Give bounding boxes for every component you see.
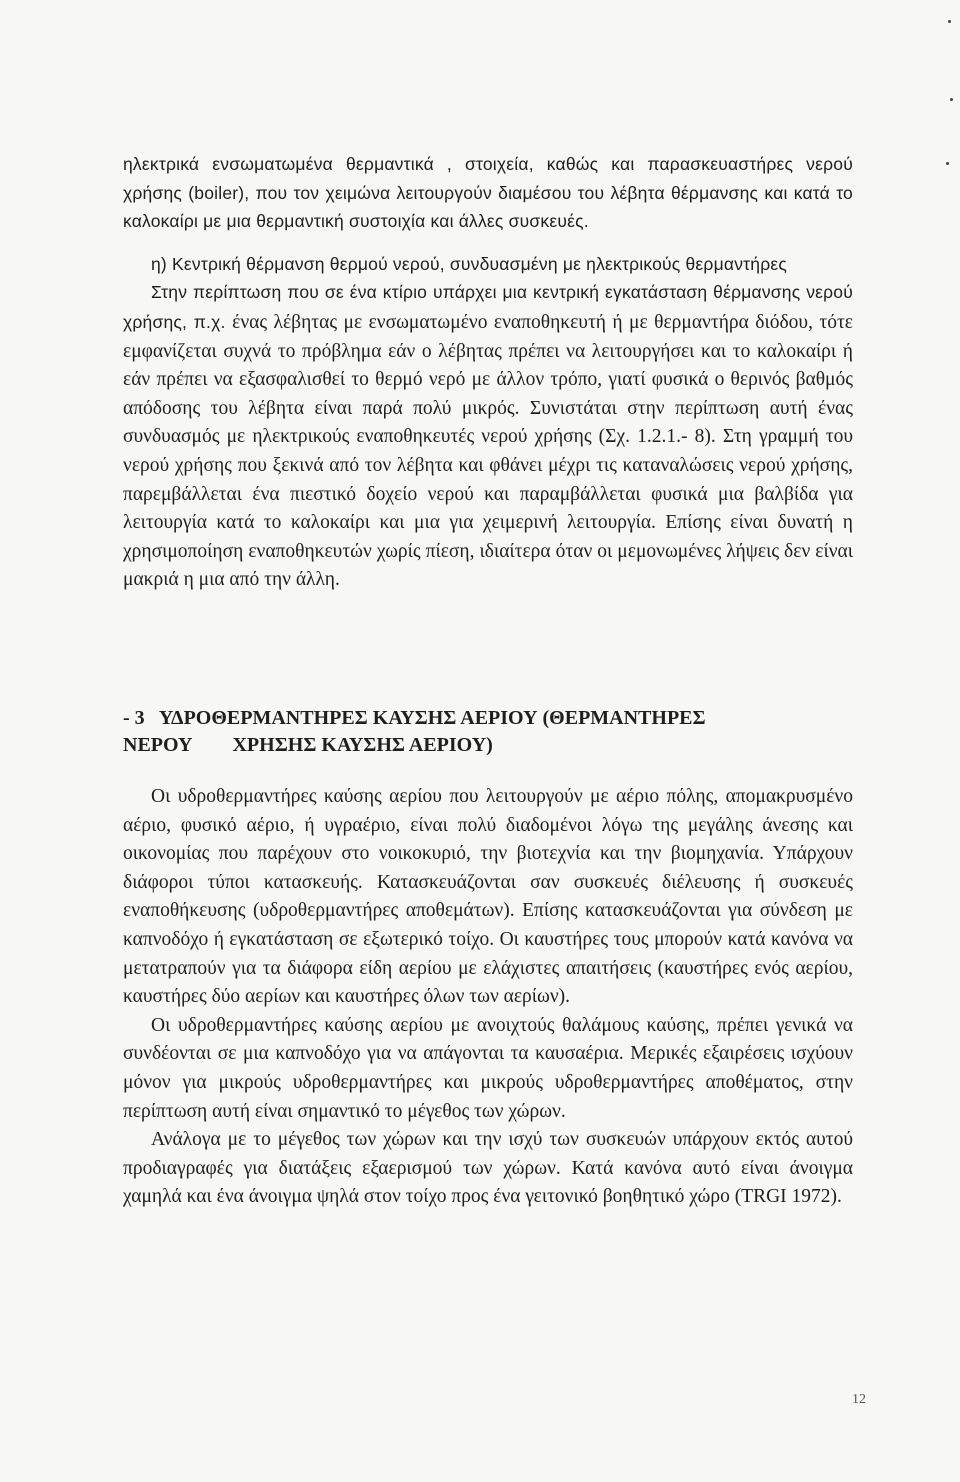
paragraph-flue: Οι υδροθερμαντήρες καύσης αερίου με ανοιχτούς θαλάμους καύσης, πρέπει γενικά να συνδέονται σε μια καπνοδόχο για να απάγονται τα καυσαέρια. Μερικές εξαιρέσεις ισχύουν μόνον για μικρούς υδροθερμαντήρες και μικρούς υδροθερμαντήρες αποθέματος, στην περίπτωση αυτή είναι σημαντικό το μέγεθος των χώρων.	[123, 1014, 853, 1122]
section-heading-line-1: - 3 ΥΔΡΟΘΕΡΜΑΝΤΗΡΕΣ ΚΑΥΣΗΣ ΑΕΡΙΟΥ (ΘΕΡΜΑΝΤΗΡΕΣ	[123, 707, 706, 729]
section-eta-title: η) Κεντρική θέρμανση θερμού νερού, συνδυασμένη με ηλεκτρικούς θερμαντήρες	[151, 253, 787, 274]
paragraph-ventilation: Ανάλογα με το μέγεθος των χώρων και την ισχύ των συσκευών υπάρχουν εκτός αυτού προδιαγραφές για διατάξεις εξαερισμού των χώρων. Κατά κανόνα αυτό είναι άνοιγμα χαμηλά και ένα άνοιγμα ψηλά στον τοίχο προς ένα γειτονικό βοηθητικό χώρο (TRGI 1972).	[123, 1129, 853, 1208]
scan-speck	[946, 162, 949, 165]
body-text-top	[123, 150, 853, 595]
body-text-bottom	[123, 783, 853, 1212]
paragraph-intro: ηλεκτρικά ενσωματωμένα θερμαντικά , στοιχεία, καθώς και παρασκευαστήρες νερού χρήσης (boiler), που τον χειμώνα λειτουργούν διαμέσου του λέβητα θέρμανσης και κατά το καλοκαίρι με μια θερμαντική συστοιχία και άλλες συσκευές.	[123, 154, 853, 232]
paragraph-eta-rest: ένας λέβητας με ενσωματωμένο εναποθηκευτή ή με θερμαντήρα διόδου, τότε εμφανίζεται συχνά το πρόβλημα εάν ο λέβητας πρέπει να λειτουργήσει και το καλοκαίρι ή εάν πρέπει να εξασφαλισθεί το θερμό νερό με άλλον τρόπο, γιατί φυσικά ο θερινός βαθμός απόδοσης του λέβητα είναι παρά πολύ μικρός. Συνιστάται στην περίπτωση αυτή ένας συνδυασμός με ηλεκτρικούς εναποθηκευτές νερού χρήσης (Σχ. 1.2.1.- 8). Στη γραμμή του νερού χρήσης που ξεκινά από τον λέβητα και φθάνει μέχρι τις καταναλώσεις νερού χρήσης, παρεμβάλλεται ένα πιεστικό δοχείο νερού και παραμβάλλεται φυσικά μια βαλβίδα για λειτουργία κατά το καλοκαίρι και μια για χειμερινή λειτουργία. Επίσης είναι δυνατή η χρησιμοποίηση εναποθηκευτών χωρίς πίεση, ιδιαίτερα όταν οι μεμονωμένες λήψεις δεν είναι μακριά η μια από την άλλη.	[123, 311, 853, 591]
scan-speck	[948, 20, 951, 23]
section-heading	[123, 705, 853, 759]
scan-speck	[950, 98, 953, 101]
paragraph-gas-heaters: Οι υδροθερμαντήρες καύσης αερίου που λειτουργούν με αέριο πόλης, απομακρυσμένο αέριο, φυσικό αέριο, ή υγραέριο, είναι πολύ διαδομένοι λόγω της μεγάλης άνεσης και οικονομίας που παρέχουν στο νοικοκυριό, την βιοτεχνία και την βιομηχανία. Υπάρχουν διάφοροι τύποι κατασκευής. Κατασκευάζονται σαν συσκευές διέλευσης ή συσκευές εναποθήκευσης (υδροθερμαντήρες αποθεμάτων). Επίσης κατασκευάζονται για σύνδεση με καπνοδόχο ή εγκατάσταση σε εξωτερικό τοίχο. Οι καυστήρες τους μπορούν κατά κανόνα να μετατραπούν για τα διάφορα είδη αερίου με ελάχιστες απαιτήσεις (καυστήρες ενός αερίου, καυστήρες δύο αερίων και καυστήρες όλων των αερίων).	[123, 786, 853, 1008]
section-heading-line-2: ΝΕΡΟΥ ΧΡΗΣΗΣ ΚΑΥΣΗΣ ΑΕΡΙΟΥ)	[123, 734, 493, 756]
page-number: 12	[852, 1392, 866, 1407]
paragraph-eta-body	[123, 278, 853, 595]
paragraph-eta-lead: Στην περίπτωση που σε ένα κτίριο υπάρχει μια κεντρική εγκατάσταση θέρμανσης νερού χρήσης, π.χ.	[123, 282, 853, 332]
